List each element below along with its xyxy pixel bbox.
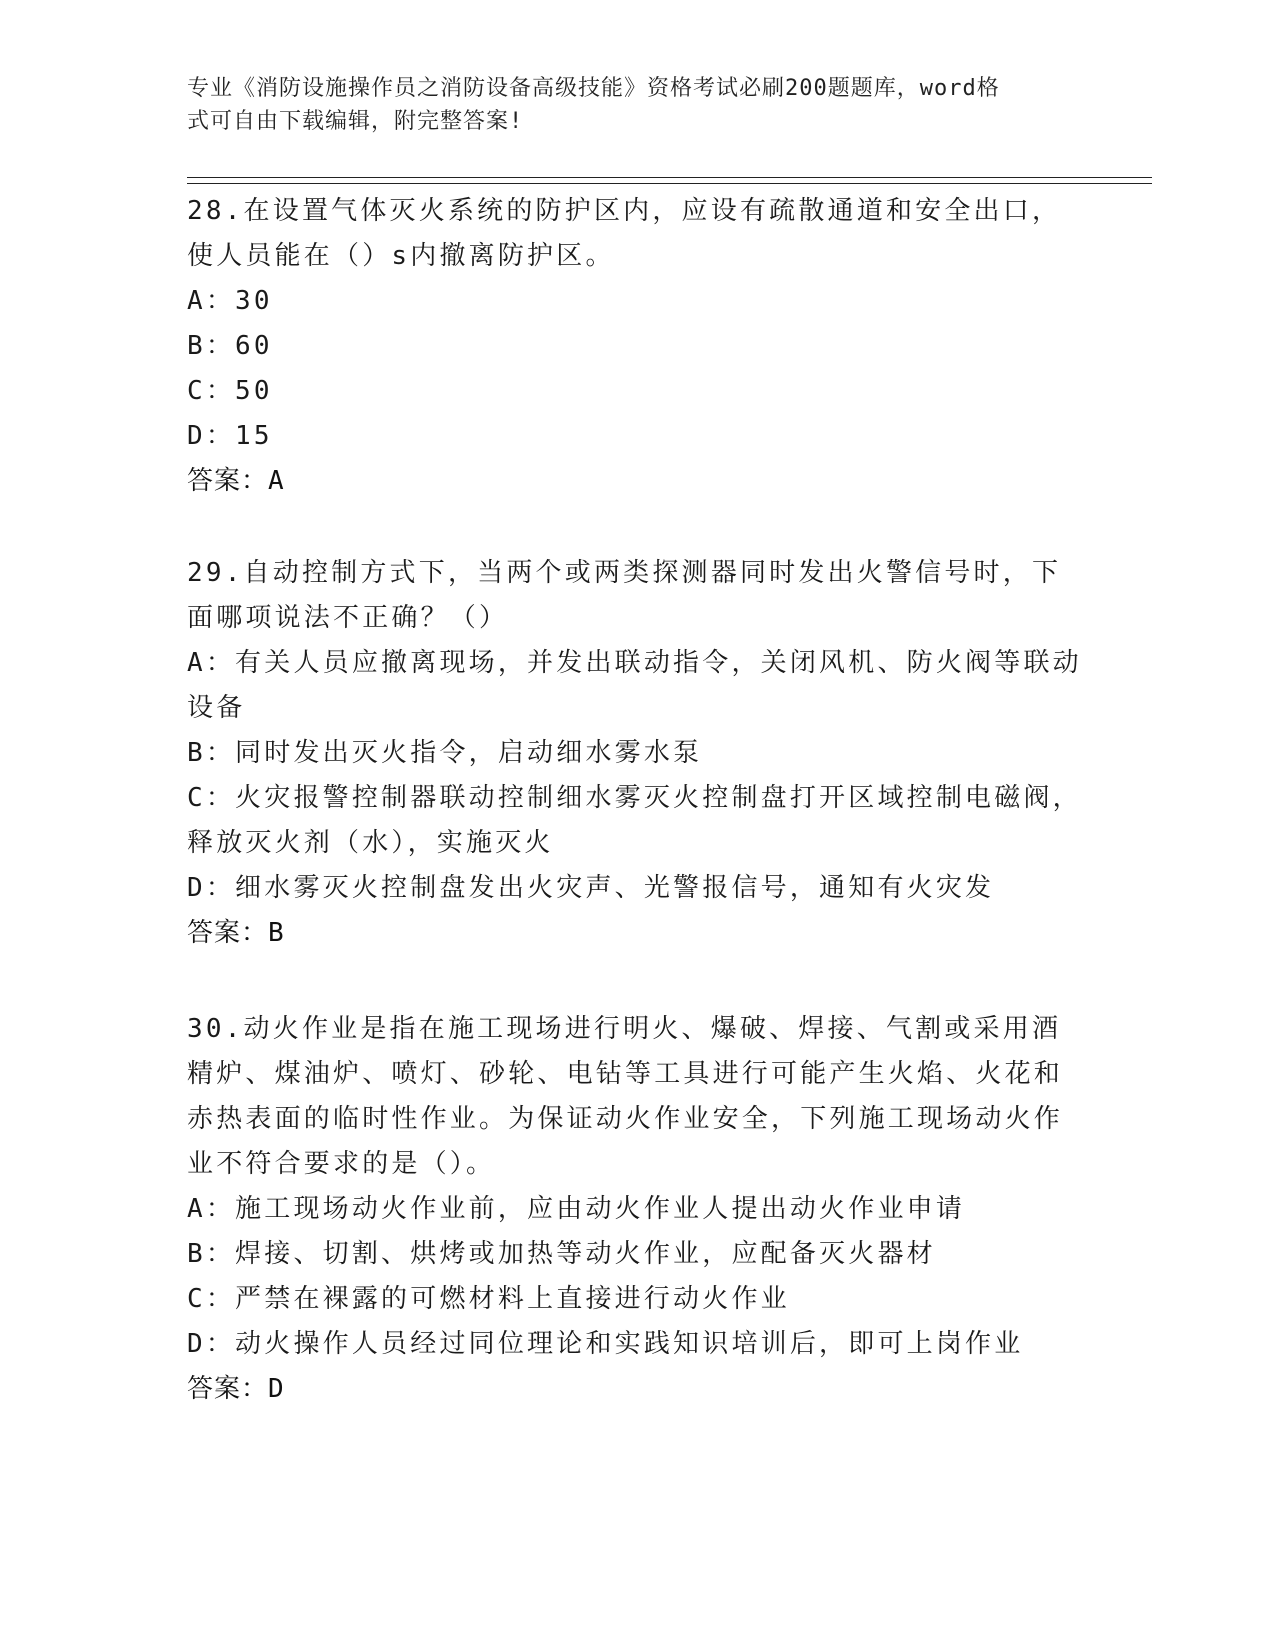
answer-line: [187, 1367, 1087, 1412]
answer-label: 答案：: [187, 918, 269, 948]
answer-line: [187, 459, 1087, 504]
option-b: B：焊接、切割、烘烤或加热等动火作业，应配备灭火器材: [187, 1239, 936, 1269]
question-29: [187, 551, 1087, 956]
option-b: B：同时发出灭火指令，启动细水雾水泵: [187, 738, 703, 768]
header-line-2: 式可自由下载编辑，附完整答案!: [187, 109, 524, 134]
document-header: [187, 72, 1067, 138]
answer-value: B: [268, 918, 285, 948]
header-line-1: 专业《消防设施操作员之消防设备高级技能》资格考试必刷200题题库，word格: [187, 76, 1000, 101]
option-a: A：30: [187, 286, 273, 316]
answer-value: A: [268, 466, 285, 496]
question-28: [187, 189, 1087, 504]
option-d: D：细水雾灭火控制盘发出火灾声、光警报信号，通知有火灾发: [187, 873, 995, 903]
answer-label: 答案：: [187, 1374, 269, 1404]
question-stem: 29.自动控制方式下，当两个或两类探测器同时发出火警信号时，下面哪项说法不正确？（）: [187, 558, 1062, 633]
option-d: D：动火操作人员经过同位理论和实践知识培训后，即可上岗作业: [187, 1329, 1024, 1359]
question-stem: 30.动火作业是指在施工现场进行明火、爆破、焊接、气割或采用酒精炉、煤油炉、喷灯、砂轮、电钻等工具进行可能产生火焰、火花和赤热表面的临时性作业。为保证动火作业安全，下列施工现场动火作业不符合要求的是（）。: [187, 1014, 1064, 1179]
option-d: D：15: [187, 421, 273, 451]
question-stem: 28.在设置气体灭火系统的防护区内，应设有疏散通道和安全出口，使人员能在（）s内撤离防护区。: [187, 196, 1062, 271]
option-a: A：施工现场动火作业前，应由动火作业人提出动火作业申请: [187, 1194, 966, 1224]
answer-line: [187, 911, 1087, 956]
option-c: C：严禁在裸露的可燃材料上直接进行动火作业: [187, 1284, 790, 1314]
answer-value: D: [268, 1374, 285, 1404]
header-divider-top: [187, 177, 1152, 178]
option-b: B：60: [187, 331, 273, 361]
header-divider-bottom: [187, 183, 1152, 184]
question-30: [187, 1007, 1087, 1412]
option-a: A：有关人员应撤离现场，并发出联动指令，关闭风机、防火阀等联动设备: [187, 648, 1082, 723]
answer-label: 答案：: [187, 466, 269, 496]
option-c: C：火灾报警控制器联动控制细水雾灭火控制盘打开区域控制电磁阀，释放灭火剂（水），实施灭火: [187, 783, 1082, 858]
option-c: C：50: [187, 376, 273, 406]
